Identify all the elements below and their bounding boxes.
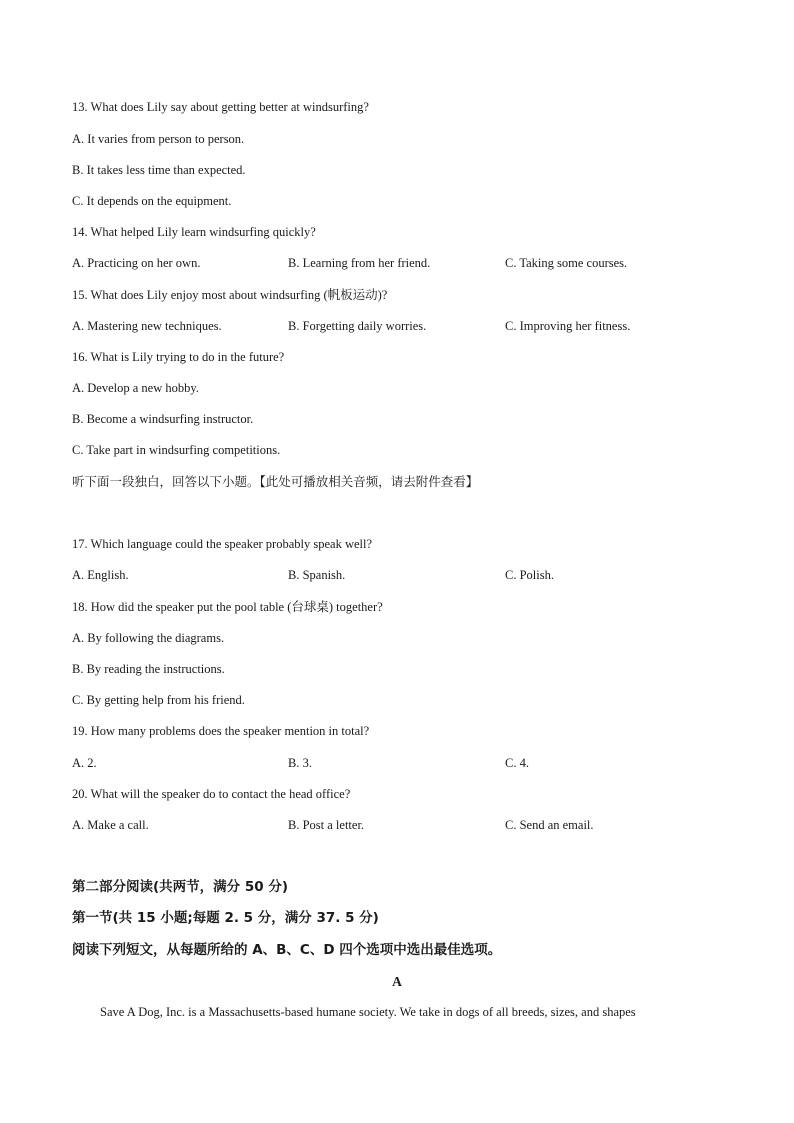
question-16-stem: 16. What is Lily trying to do in the future? <box>72 350 285 364</box>
question-19-options <box>72 755 732 771</box>
question-17-option-c: C. Polish. <box>505 568 554 582</box>
question-19-option-a: A. 2. <box>72 756 97 770</box>
question-14-stem: 14. What helped Lily learn windsurfing quickly? <box>72 225 316 239</box>
question-20-option-a: A. Make a call. <box>72 818 149 832</box>
question-14-options <box>72 255 732 271</box>
question-16-option-a: A. Develop a new hobby. <box>72 381 199 395</box>
question-13-stem: 13. What does Lily say about getting better at windsurfing? <box>72 100 369 114</box>
question-18-option-a: A. By following the diagrams. <box>72 631 225 645</box>
question-17-option-a: A. English. <box>72 568 129 582</box>
question-17-option-b: B. Spanish. <box>288 568 346 582</box>
question-17-stem: 17. Which language could the speaker probably speak well? <box>72 537 373 551</box>
question-20-stem: 20. What will the speaker do to contact the head office? <box>72 787 351 801</box>
question-15-option-a: A. Mastering new techniques. <box>72 319 222 333</box>
question-13-option-a: A. It varies from person to person. <box>72 132 245 146</box>
question-20-options <box>72 817 732 833</box>
question-13-option-c: C. It depends on the equipment. <box>72 194 232 208</box>
question-17-options <box>72 567 732 583</box>
question-16-option-b: B. Become a windsurfing instructor. <box>72 412 254 426</box>
question-15-stem: 15. What does Lily enjoy most about windsurfing (帆板运动)? <box>72 288 388 302</box>
question-14-option-a: A. Practicing on her own. <box>72 256 201 270</box>
monologue-instruction: 听下面一段独白，回答以下小题。【此处可播放相关音频，请去附件查看】 <box>72 474 479 489</box>
question-16-option-c: C. Take part in windsurfing competitions. <box>72 443 281 457</box>
question-13-option-b: B. It takes less time than expected. <box>72 163 246 177</box>
passage-label: A <box>392 974 402 989</box>
question-18-stem: 18. How did the speaker put the pool table (台球桌) together? <box>72 600 383 614</box>
part-two-title: 第二部分阅读(共两节，满分 50 分) <box>72 879 289 895</box>
passage-first-line: Save A Dog, Inc. is a Massachusetts-based humane society. We take in dogs of all breeds, sizes, and shapes <box>100 1005 636 1019</box>
question-15-options <box>72 318 732 334</box>
question-19-option-c: C. 4. <box>505 756 529 770</box>
question-15-option-b: B. Forgetting daily worries. <box>288 319 427 333</box>
section-one-title: 第一节(共 15 小题;每题 2. 5 分，满分 37. 5 分) <box>72 910 379 926</box>
question-14-option-c: C. Taking some courses. <box>505 256 628 270</box>
question-20-option-b: B. Post a letter. <box>288 818 365 832</box>
question-19-option-b: B. 3. <box>288 756 312 770</box>
question-14-option-b: B. Learning from her friend. <box>288 256 431 270</box>
question-20-option-c: C. Send an email. <box>505 818 594 832</box>
question-18-option-b: B. By reading the instructions. <box>72 662 225 676</box>
question-19-stem: 19. How many problems does the speaker mention in total? <box>72 724 370 738</box>
question-15-option-c: C. Improving her fitness. <box>505 319 631 333</box>
question-18-option-c: C. By getting help from his friend. <box>72 693 245 707</box>
reading-instruction: 阅读下列短文，从每题所给的 A、B、C、D 四个选项中选出最佳选项。 <box>72 942 502 958</box>
